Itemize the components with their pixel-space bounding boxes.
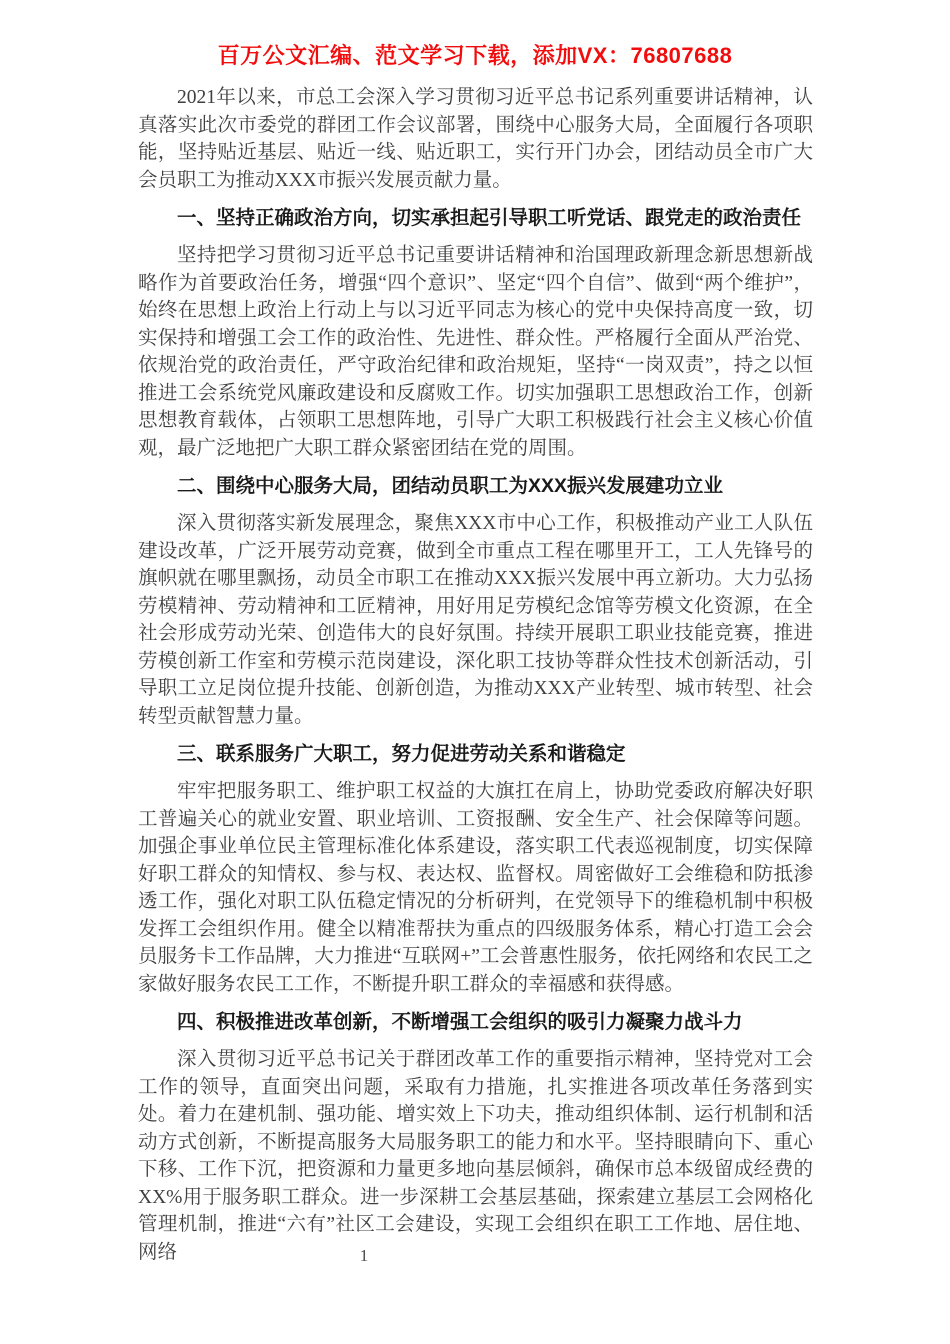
section-1-heading: 一、坚持正确政治方向，切实承担起引导职工听党话、跟党走的政治责任 — [177, 207, 802, 229]
document-body — [138, 84, 813, 1266]
section-2-heading: 二、围绕中心服务大局，团结动员职工为XXX振兴发展建功立业 — [177, 475, 724, 497]
intro-paragraph: 2021年以来，市总工会深入学习贯彻习近平总书记系列重要讲话精神，认真落实此次市委党的群团工作会议部署，围绕中心服务大局，全面履行各项职能，坚持贴近基层、贴近一线、贴近职工，实行开门办会，团结动员全市广大会员职工为推动XXX市振兴发展贡献力量。 — [138, 87, 813, 191]
page-number: 1 — [359, 1246, 369, 1265]
section-1-paragraph: 坚持把学习贯彻习近平总书记重要讲话精神和治国理政新理念新思想新战略作为首要政治任务，增强“四个意识”、坚定“四个自信”、做到“两个维护”，始终在思想上政治上行动上与以习近平同志为核心的党中央保持高度一致，切实保持和增强工会工作的政治性、先进性、群众性。严格履行全面从严治党、依规治党的政治责任，严守政治纪律和政治规矩，坚持“一岗双责”，持之以恒推进工会系统党风廉政建设和反腐败工作。切实加强职工思想政治工作，创新思想教育载体，占领职工思想阵地，引导广大职工积极践行社会主义核心价值观，最广泛地把广大职工群众紧密团结在党的周围。 — [138, 245, 813, 459]
section-4-heading: 四、积极推进改革创新，不断增强工会组织的吸引力凝聚力战斗力 — [177, 1011, 743, 1033]
section-3-paragraph: 牢牢把服务职工、维护职工权益的大旗扛在肩上，协助党委政府解决好职工普遍关心的就业安置、职业培训、工资报酬、安全生产、社会保障等问题。加强企事业单位民主管理标准化体系建设，落实职工代表巡视制度，切实保障好职工群众的知情权、参与权、表达权、监督权。周密做好工会维稳和防抵渗透工作，强化对职工队伍稳定情况的分析研判，在党领导下的维稳机制中积极发挥工会组织作用。健全以精准帮扶为重点的四级服务体系，精心打造工会会员服务卡工作品牌，大力推进“互联网+”工会普惠性服务，依托网络和农民工之家做好服务农民工工作，不断提升职工群众的幸福感和获得感。 — [138, 781, 813, 995]
section-3-heading: 三、联系服务广大职工，努力促进劳动关系和谐稳定 — [177, 743, 626, 765]
header-promo-notice: 百万公文汇编、范文学习下载，添加VX：76807688 — [217, 43, 733, 68]
section-2-paragraph: 深入贯彻落实新发展理念，聚焦XXX市中心工作，积极推动产业工人队伍建设改革，广泛开展劳动竞赛，做到全市重点工程在哪里开工，工人先锋号的旗帜就在哪里飘扬，动员全市职工在推动XXX振兴发展中再立新功。大力弘扬劳模精神、劳动精神和工匠精神，用好用足劳模纪念馆等劳模文化资源，在全社会形成劳动光荣、创造伟大的良好氛围。持续开展职工职业技能竞赛，推进劳模创新工作室和劳模示范岗建设，深化职工技协等群众性技术创新活动，引导职工立足岗位提升技能、创新创造，为推动XXX产业转型、城市转型、社会转型贡献智慧力量。 — [138, 513, 813, 727]
section-4-paragraph: 深入贯彻习近平总书记关于群团改革工作的重要指示精神，坚持党对工会工作的领导，直面突出问题，采取有力措施，扎实推进各项改革任务落到实处。着力在建机制、强功能、增实效上下功夫，推动组织体制、运行机制和活动方式创新，不断提高服务大局服务职工的能力和水平。坚持眼睛向下、重心下移、工作下沉，把资源和力量更多地向基层倾斜，确保市总本级留成经费的XX%用于服务职工群众。进一步深耕工会基层基础，探索建立基层工会网格化管理机制，推进“六有”社区工会建设，实现工会组织在职工工作地、居住地、网络 — [138, 1049, 813, 1263]
